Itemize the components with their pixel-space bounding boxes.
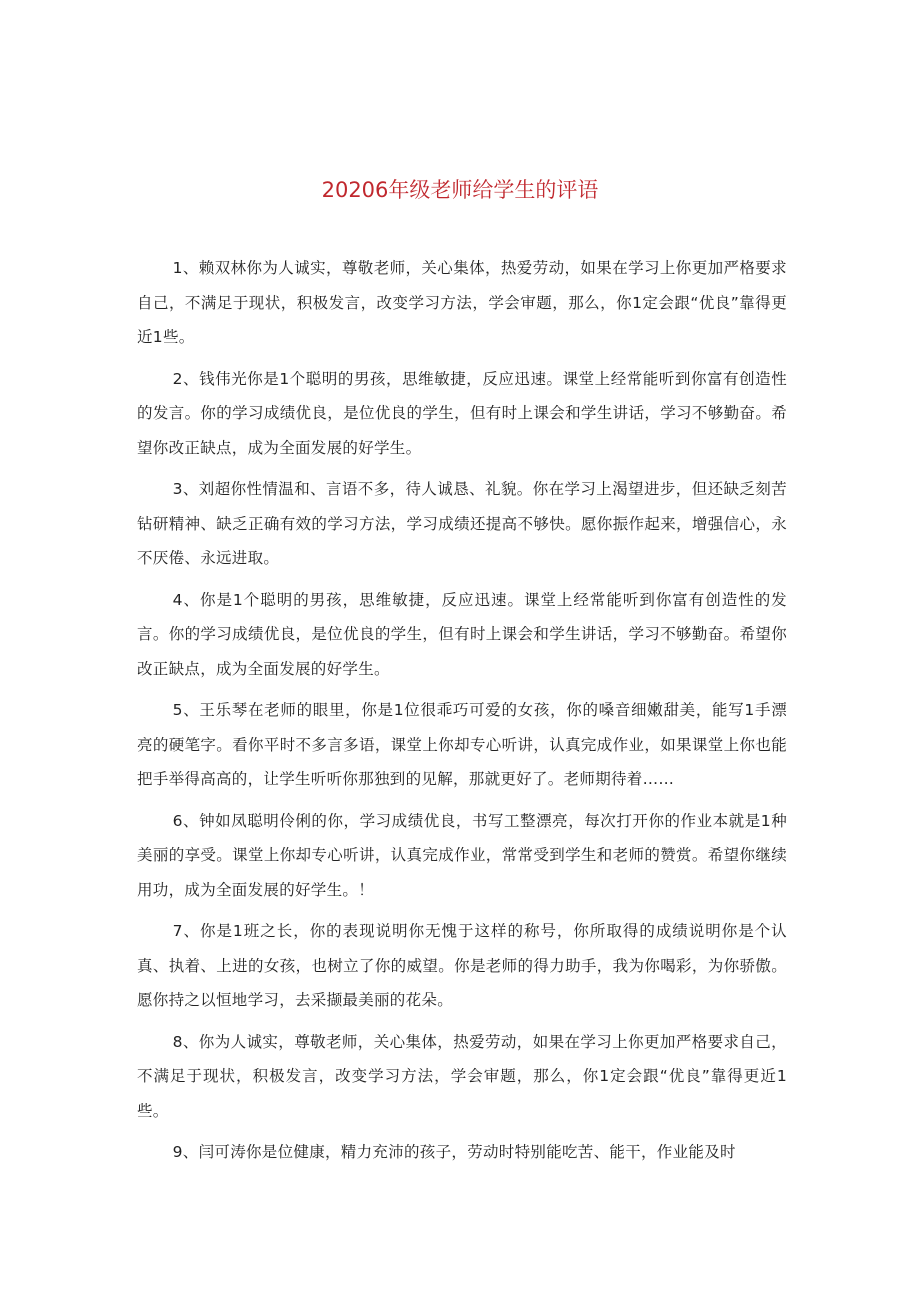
paragraph-1: 1、赖双林你为人诚实，尊敬老师，关心集体，热爱劳动，如果在学习上你更加严格要求自己，不满足于现状，积极发言，改变学习方法，学会审题，那么，你1定会跟“优良”靠得更近1些。	[137, 259, 787, 346]
paragraph-7: 7、你是1班之长，你的表现说明你无愧于这样的称号，你所取得的成绩说明你是个认真、执着、上进的女孩，也树立了你的威望。你是老师的得力助手，我为你喝彩，为你骄傲。愿你持之以恒地学习，去采撷最美丽的花朵。	[137, 922, 787, 1009]
paragraph-3: 3、刘超你性情温和、言语不多，待人诚恳、礼貌。你在学习上渴望进步，但还缺乏刻苦钻研精神、缺乏正确有效的学习方法，学习成绩还提高不够快。愿你振作起来，增强信心，永不厌倦、永远进取。	[137, 480, 787, 567]
document-body	[137, 251, 787, 1177]
document-title: 20206年级老师给学生的评语	[321, 178, 599, 202]
paragraph-8: 8、你为人诚实，尊敬老师，关心集体，热爱劳动，如果在学习上你更加严格要求自己，不满足于现状，积极发言，改变学习方法，学会审题，那么，你1定会跟“优良”靠得更近1些。	[137, 1032, 787, 1120]
paragraph-6: 6、钟如凤聪明伶俐的你，学习成绩优良，书写工整漂亮，每次打开你的作业本就是1种美丽的享受。课堂上你却专心听讲，认真完成作业，常常受到学生和老师的赞赏。希望你继续用功，成为全面发展的好学生。！	[137, 811, 787, 899]
paragraph-4: 4、你是1个聪明的男孩，思维敏捷，反应迅速。课堂上经常能听到你富有创造性的发言。你的学习成绩优良，是位优良的学生，但有时上课会和学生讲话，学习不够勤奋。希望你改正缺点，成为全面发展的好学生。	[137, 590, 787, 678]
paragraph-5: 5、王乐琴在老师的眼里，你是1位很乖巧可爱的女孩，你的嗓音细嫩甜美，能写1手漂亮的硬笔字。看你平时不多言多语，课堂上你却专心听讲，认真完成作业，如果课堂上你也能把手举得高高的，让学生听听你那独到的见解，那就更好了。老师期待着……	[137, 701, 787, 788]
paragraph-2: 2、钱伟光你是1个聪明的男孩，思维敏捷，反应迅速。课堂上经常能听到你富有创造性的发言。你的学习成绩优良，是位优良的学生，但有时上课会和学生讲话，学习不够勤奋。希望你改正缺点，成为全面发展的好学生。	[137, 369, 787, 457]
paragraph-9: 9、闫可涛你是位健康，精力充沛的孩子，劳动时特别能吃苦、能干，作业能及时	[172, 1143, 736, 1161]
